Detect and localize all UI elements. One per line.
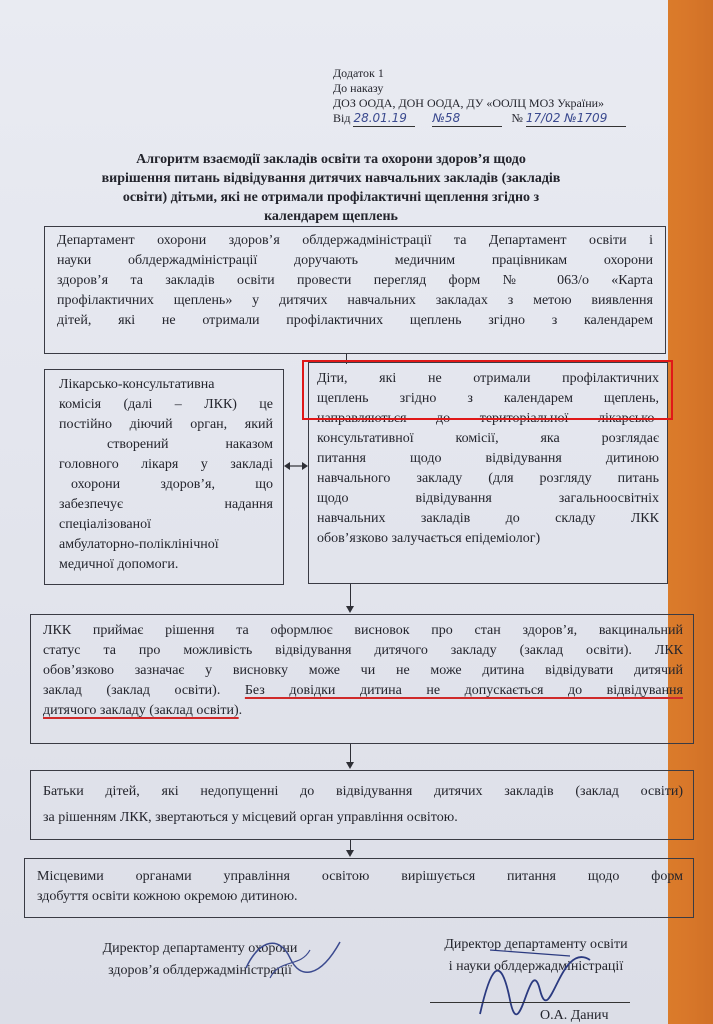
left-line: постійно діючий орган, який [59, 417, 273, 432]
right-line: щодо відвідування загальноосвітніх [317, 491, 659, 506]
left-line: медичної допомоги. [59, 557, 179, 572]
number-handwritten: №58 [432, 111, 502, 127]
box1-line: науки облдержадміністрації доручають медичним працівникам охорони [57, 253, 653, 268]
handwritten-signature-icon [240, 928, 350, 988]
double-arrow-icon [284, 460, 308, 472]
left-line: спеціалізованої [59, 517, 151, 532]
header-line2: До наказу [333, 81, 384, 95]
box1-line: Департамент охорони здоров’я облдержадміністрації та Департамент освіти і [57, 233, 653, 248]
left-line: Лікарсько-консультативна [59, 377, 215, 392]
header-line4 [333, 111, 626, 127]
step-box-lkk-decision [30, 614, 694, 744]
right-line: питання щодо відвідування дитиною [317, 451, 659, 466]
box3-line: статус та про можливість відвідування дитячого закладу (заклад освіти). ЛКК [43, 643, 683, 658]
box5-line: здобуття освіти кожною окремою дитиною. [37, 889, 298, 904]
box5-line: Місцевими органами управління освітою вирішується питання щодо форм [37, 869, 683, 884]
date-handwritten: 28.01.19 [353, 111, 415, 127]
right-line: навчальних закладів до складу ЛКК [317, 511, 659, 526]
box3-text: . [238, 703, 243, 718]
title-line: Алгоритм взаємодії закладів освіти та охорони здоров’я щодо [136, 152, 526, 167]
box4-line: за рішенням ЛКК, звертаються у місцевий орган управління освітою. [43, 810, 458, 825]
box3-text: заклад (заклад освіти). [43, 683, 221, 698]
header-block [333, 66, 626, 127]
number-prefix: № [511, 111, 523, 125]
signature-left-line: здоров’я облдержадміністрації [108, 963, 292, 978]
left-line: комісія (далі – ЛКК) це [59, 397, 273, 412]
step-box-1 [44, 226, 666, 354]
handwritten-signature-icon [470, 930, 600, 1020]
title-line: освіти) дітьми, які не отримали профілактичні щеплення згідно з [122, 190, 540, 205]
header-line3: ДОЗ ООДА, ДОН ООДА, ДУ «ООЛЦ МОЗ України» [333, 96, 605, 110]
step-box-local-authorities [24, 858, 694, 918]
left-line: охорони здоров’я, що [71, 477, 273, 492]
red-underlined-text: дитячого закладу (заклад освіти) [43, 703, 239, 718]
arrow-down-icon [346, 850, 354, 857]
red-underlined-text: Без довідки дитина не допускається до відвідування [244, 683, 683, 698]
date-prefix: Від [333, 111, 351, 125]
box3-line: обов’язково зазначає у висновку може чи не може дитина відвідувати дитячий [43, 663, 683, 678]
right-line: направляються до територіальної лікарсько- [317, 411, 659, 426]
header-line1: Додаток 1 [333, 66, 384, 80]
signature-left-line: Директор департаменту охорони [102, 941, 298, 956]
box1-line: профілактичних щеплень» у дитячих навчальних закладах з метою виявлення [57, 293, 653, 308]
left-line: головного лікаря у закладі [59, 457, 273, 472]
box1-line: здоров’я та закладів освіти провести перегляд форм № 063/о «Карта [57, 273, 653, 288]
right-line: Діти, які не отримали профілактичних [317, 371, 659, 386]
number2-handwritten: 17/02 №1709 [526, 111, 626, 127]
right-line: щеплень згідно з календарем щеплень, [317, 391, 659, 406]
right-line: навчального закладу (для розгляду питань [317, 471, 659, 486]
red-highlight-box [302, 360, 673, 420]
right-line: обов’язково залучається епідеміолог) [317, 531, 541, 546]
left-line: амбулаторно-поліклінічної [59, 537, 219, 552]
left-line: забезпечує надання [59, 497, 273, 512]
signature-right-line: і науки облдержадміністрації [448, 959, 624, 974]
box3-line: ЛКК приймає рішення та оформлює висновок про стан здоров’я, вакцинальний [43, 623, 683, 638]
box3-line [43, 681, 683, 701]
right-line: консультативної комісії, яка розглядає [317, 431, 659, 446]
box1-line: дітей, які не отримали профілактичних щеплень згідно з календарем [57, 313, 653, 328]
document-title [46, 150, 616, 226]
flow-arrow [350, 744, 351, 764]
signature-right-line: Директор департаменту освіти [444, 937, 628, 952]
box3-line [43, 701, 683, 721]
flow-arrow [350, 584, 351, 608]
left-line: створений наказом [107, 437, 273, 452]
step-box-lkk-definition [44, 369, 284, 585]
signer-name: О.А. Данич [540, 1008, 609, 1023]
step-box-parents [30, 770, 694, 840]
arrow-down-icon [346, 762, 354, 769]
title-line: вирішення питань відвідування дитячих навчальних закладів (закладів [101, 171, 561, 186]
box4-line: Батьки дітей, які недопущенні до відвідування дитячих закладів (заклад освіти) [43, 784, 683, 799]
arrow-down-icon [346, 606, 354, 613]
signature-line [430, 1002, 630, 1003]
title-line: календарем щеплень [264, 209, 398, 224]
